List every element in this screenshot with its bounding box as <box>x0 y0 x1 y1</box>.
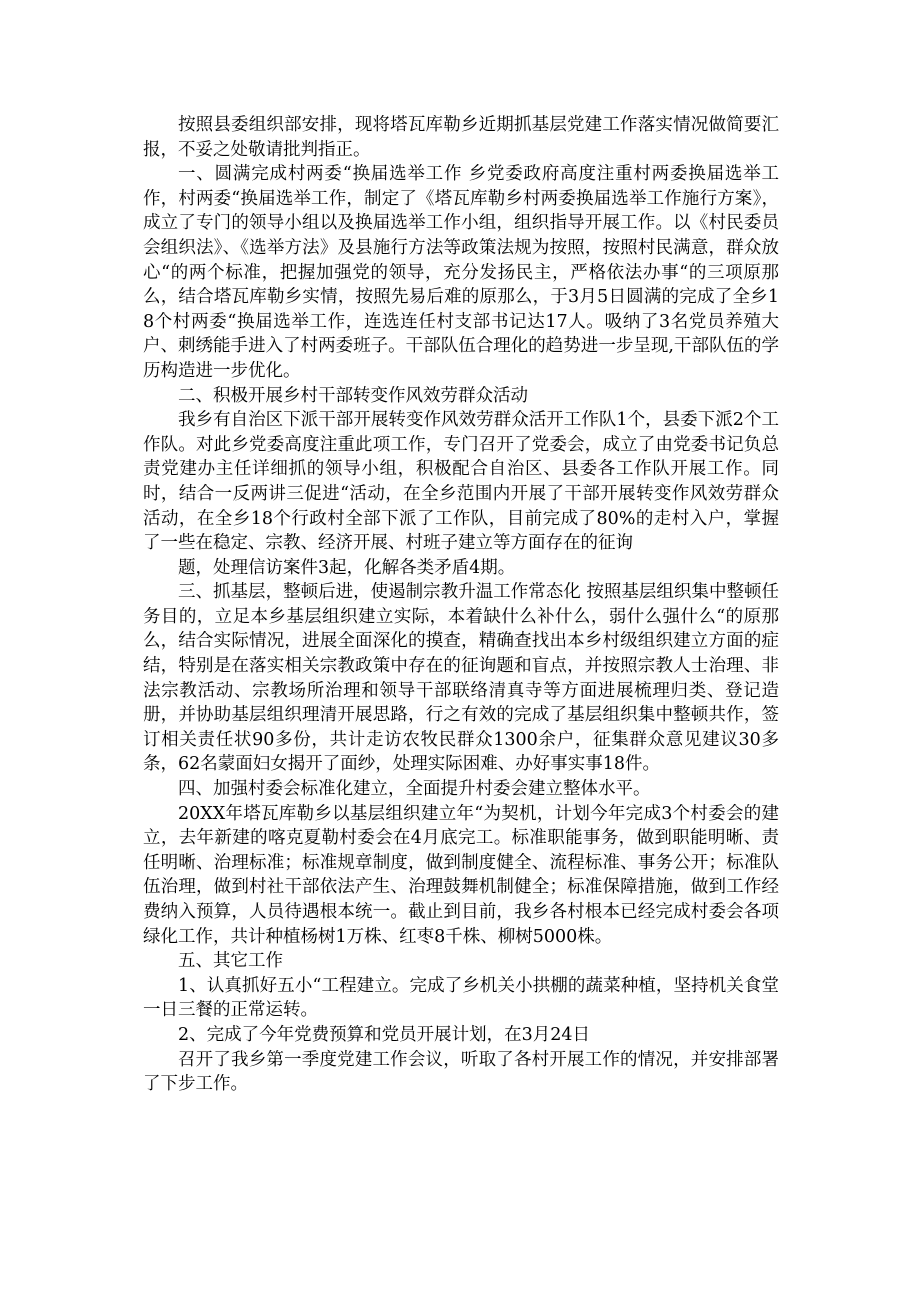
section-one-paragraph: 一、圆满完成村两委“换届选举工作 乡党委政府高度注重村两委换届选举工作，村两委“换届选举工作，制定了《塔瓦库勒乡村两委换届选举工作施行方案》，成立了专门的领导小组以及换届选举工作小组，组织指导开展工作。以《村民委员会组织法》、《选举方法》及县施行方法等政策法规为按照，按照村民满意，群众放心“的两个标准，把握加强党的领导，充分发扬民主，严格依法办事“的三项原那么，结合塔瓦库勒乡实情，按照先易后难的原那么，于3月5日圆满的完成了全乡18个村两委“换届选举工作，连选连任村支部书记达17人。吸纳了3名党员养殖大户、刺绣能手进入了村两委班子。干部队伍合理化的趋势进一步呈现,干部队伍的学历构造进一步优化。 <box>143 164 779 381</box>
intro-paragraph: 按照县委组织部安排，现将塔瓦库勒乡近期抓基层党建工作落实情况做简要汇报，不妥之处敬请批判指正。 <box>143 115 779 160</box>
other-work-item-2: 2、完成了今年党费预算和党员开展计划，在3月24日 <box>178 1024 591 1045</box>
section-four-heading: 四、加强村委会标准化建立，全面提升村委会建立整体水平。 <box>178 779 651 800</box>
section-two-continuation: 题，处理信访案件3起，化解各类矛盾4期。 <box>178 557 516 578</box>
section-two-paragraph: 我乡有自治区下派干部开展转变作风效劳群众活开工作队1个，县委下派2个工作队。对此乡党委高度注重此项工作，专门召开了党委会，成立了由党委书记负总责党建办主任详细抓的领导小组，积极配合自治区、县委各工作队开展工作。同时，结合一反两讲三促进“活动，在全乡范围内开展了干部开展转变作风效劳群众活动，在全乡18个行政村全部下派了工作队，目前完成了80%的走村入户，掌握了一些在稳定、宗教、经济开展、村班子建立等方面存在的征询 <box>143 410 779 554</box>
section-two-heading: 二、积极开展乡村干部转变作风效劳群众活动 <box>178 385 528 406</box>
document-body <box>143 113 779 1097</box>
other-work-item-1: 1、认真抓好五小“工程建立。完成了乡机关小拱棚的蔬菜种植，坚持机关食堂一日三餐的正常运转。 <box>143 975 779 1021</box>
section-three-paragraph: 三、抓基层，整顿后进，使遏制宗教升温工作常态化 按照基层组织集中整顿任务目的，立足本乡基层组织建立实际，本着缺什么补什么，弱什么强什么“的原那么，结合实际情况，进展全面深化的摸查，精确查找出本乡村级组织建立方面的症结，特别是在落实相关宗教政策中存在的征询题和盲点，并按照宗教人士治理、非法宗教活动、宗教场所治理和领导干部联络清真寺等方面进展梳理归类、登记造册，并协助基层组织理清开展思路，行之有效的完成了基层组织集中整顿共作，签订相关责任状90多份，共计走访农牧民群众1300余户，征集群众意见建议30多条，62名蒙面妇女揭开了面纱，处理实际困难、办好事实事18件。 <box>143 582 779 775</box>
section-five-heading: 五、其它工作 <box>178 951 283 972</box>
other-work-item-2-continuation: 召开了我乡第一季度党建工作会议，听取了各村开展工作的情况，并安排部署了下步工作。 <box>143 1049 779 1095</box>
section-four-paragraph: 20XX年塔瓦库勒乡以基层组织建立年“为契机，计划今年完成3个村委会的建立，去年新建的喀克夏勒村委会在4月底完工。标准职能事务，做到职能明晰、责任明晰、治理标准；标准规章制度，做到制度健全、流程标准、事务公开；标准队伍治理，做到村社干部依法产生、治理鼓舞机制健全；标准保障措施，做到工作经费纳入预算，人员待遇根本统一。截止到目前，我乡各村根本已经完成村委会各项绿化工作，共计种植杨树1万株、红枣8千株、柳树5000株。 <box>143 803 779 947</box>
